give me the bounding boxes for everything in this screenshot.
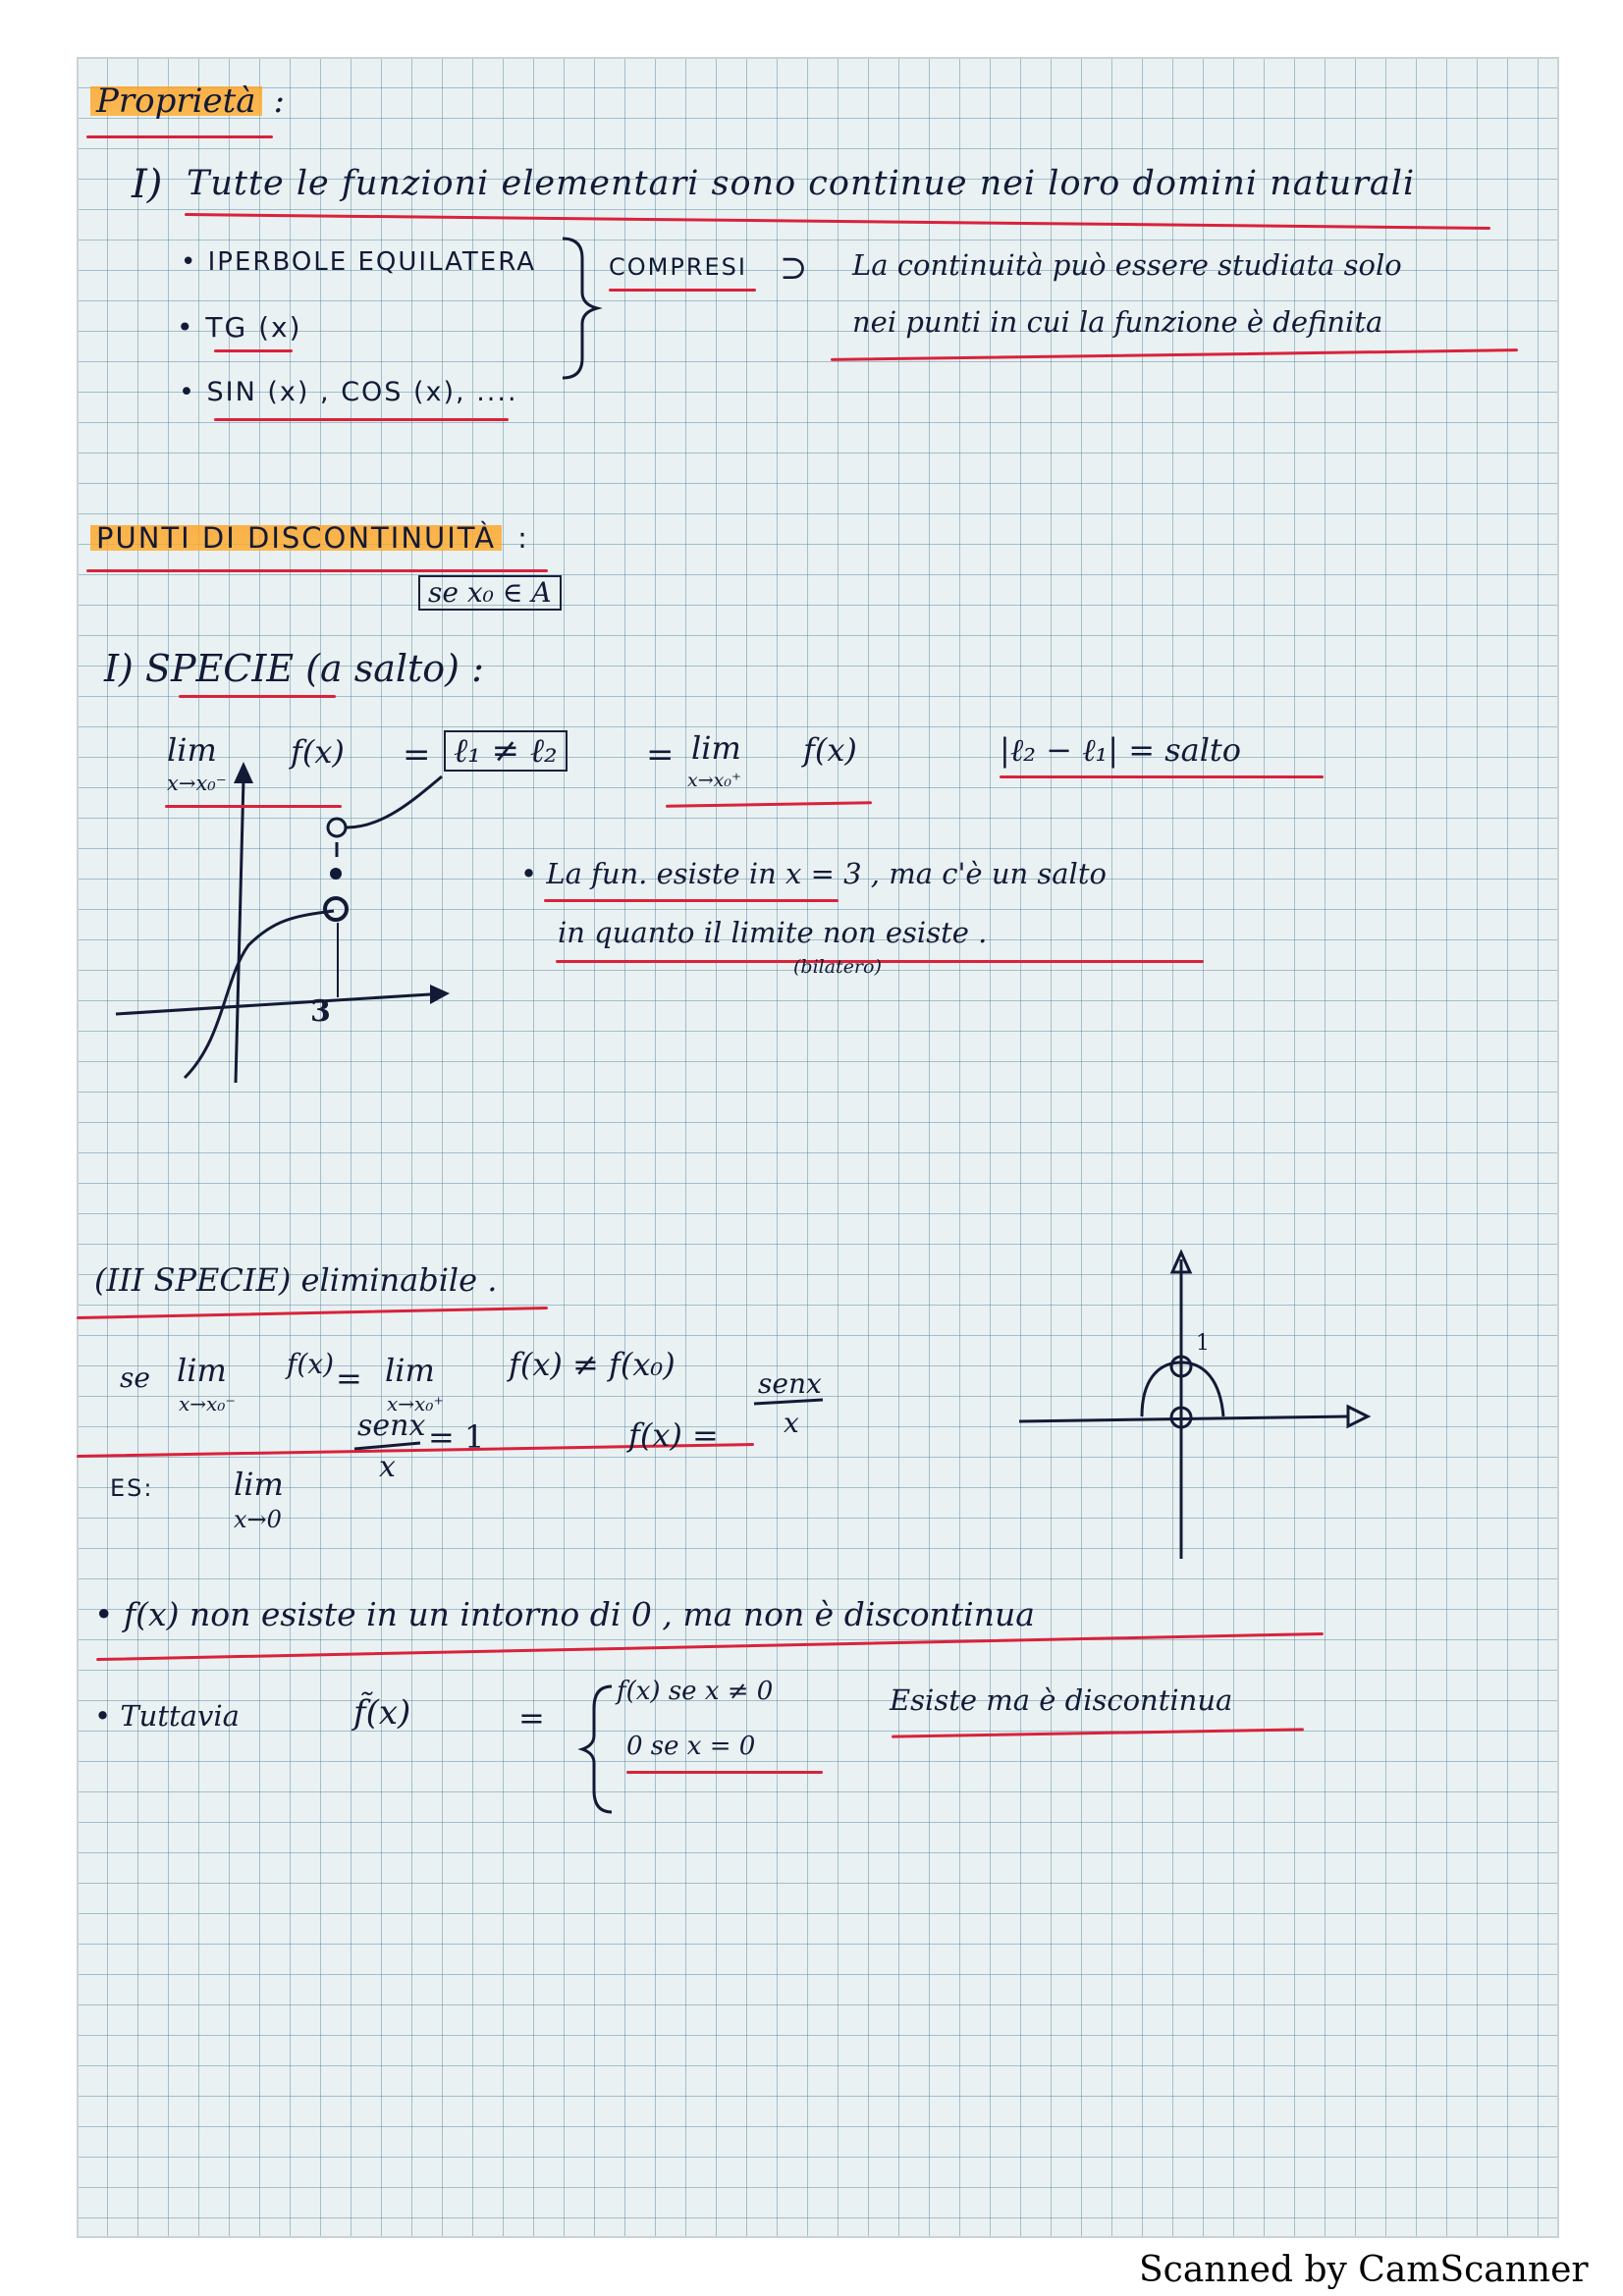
brace xyxy=(563,239,597,378)
graph1-y-arrow xyxy=(234,762,253,783)
es-lim: lim xyxy=(234,1466,284,1503)
underline-heading-properties xyxy=(86,135,273,138)
lim-left: lim xyxy=(167,731,217,769)
se-word: se xyxy=(120,1362,150,1394)
box-l1-l2: ℓ₁ ≠ ℓ₂ xyxy=(444,730,568,772)
eq-sign-1: = xyxy=(403,735,431,774)
graph1-open-dot-low xyxy=(325,898,347,920)
graph1-y-axis xyxy=(236,778,243,1083)
lim-left-sub: x→x₀⁻ xyxy=(167,772,227,795)
graph2-x-axis xyxy=(1019,1416,1348,1421)
specie3-title: (III SPECIE) eliminabile . xyxy=(94,1261,498,1299)
bullet-iperbole: • IPERBOLE EQUILATERA xyxy=(181,247,537,277)
graph1-open-dot-high xyxy=(328,819,346,836)
case1: f(x) se x ≠ 0 xyxy=(617,1677,774,1706)
note1-line1: • La fun. esiste in x = 3 , ma c'è un salto xyxy=(520,857,1107,890)
cases-brace xyxy=(582,1686,612,1812)
fx-def: f(x) = xyxy=(628,1416,719,1454)
salto-formula: |ℓ₂ − ℓ₁| = salto xyxy=(1000,731,1242,769)
underline-tg xyxy=(214,349,293,352)
underline-sin xyxy=(214,418,509,421)
graph1-curve-right xyxy=(347,776,442,828)
underline-compresi xyxy=(609,289,756,292)
es-frac-den: x xyxy=(379,1450,396,1484)
heading-properties: Proprietà : xyxy=(90,84,285,118)
graph1-x-axis xyxy=(116,994,430,1014)
note2: • f(x) non esiste in un intorno di 0 , ma non è discontinua xyxy=(94,1595,1035,1633)
heading-discontinuity: PUNTI DI DISCONTINUITÀ : xyxy=(90,524,529,553)
es-frac-num: senx xyxy=(357,1409,426,1443)
underline-heading-disc xyxy=(86,569,548,572)
compresi-label: COMPRESI xyxy=(609,253,747,281)
lim3-right: lim xyxy=(385,1352,435,1389)
lim3-left-fx: f(x) xyxy=(287,1348,335,1380)
graph2-x-arrow xyxy=(1348,1407,1368,1426)
fx-frac-den: x xyxy=(784,1407,799,1439)
lim3-right-sub: x→x₀⁺ xyxy=(387,1392,444,1415)
es-label: ES: xyxy=(110,1474,154,1502)
note1-paren: (bilatero) xyxy=(793,956,882,978)
continuity-line2: nei punti in cui la funzione è definita xyxy=(852,305,1383,339)
graph1-tick-label: 3 xyxy=(310,994,331,1029)
underline-note1-a xyxy=(544,899,839,902)
es-eq-one: = 1 xyxy=(428,1418,485,1456)
eq-sign-3: = xyxy=(336,1360,362,1397)
underline-salto xyxy=(1000,775,1324,778)
case2: 0 se x = 0 xyxy=(626,1732,756,1761)
es-lim-sub: x→0 xyxy=(234,1506,282,1533)
tilde-f: f̃(x) xyxy=(353,1693,411,1733)
frac-bar-fx xyxy=(754,1400,823,1404)
graph1-x-arrow xyxy=(430,985,450,1004)
eq-sign-4: = xyxy=(518,1699,545,1736)
prop1-marker: I) xyxy=(132,162,163,207)
fx-frac-num: senx xyxy=(758,1367,822,1400)
lim-right-fx: f(x) xyxy=(803,731,857,769)
lim-left-fx: f(x) xyxy=(291,733,345,771)
condition-box: se x₀ ∈ A xyxy=(418,575,562,611)
prop1-text: Tutte le funzioni elementari sono continue nei loro domini naturali xyxy=(187,164,1416,203)
neq-fx0: f(x) ≠ f(x₀) xyxy=(509,1346,676,1383)
underline-case2 xyxy=(626,1771,823,1774)
footer-watermark: Scanned by CamScanner xyxy=(1139,2250,1589,2290)
eq-sign-2: = xyxy=(646,735,675,774)
graph1-point xyxy=(330,868,342,880)
lim3-left-sub: x→x₀⁻ xyxy=(179,1392,236,1415)
underline-lim-left xyxy=(165,805,342,808)
lim-right: lim xyxy=(691,729,741,767)
implies-sign: ⊃ xyxy=(780,248,808,288)
note1-line2: in quanto il limite non esiste . xyxy=(558,916,988,949)
bullet-tg: • TG (x) xyxy=(177,311,302,344)
bullet-sin: • SIN (x) , COS (x), .... xyxy=(179,377,518,407)
lim-right-sub: x→x₀⁺ xyxy=(687,770,741,791)
lim3-left: lim xyxy=(177,1352,227,1389)
underline-specie1 xyxy=(179,695,336,698)
notebook-page xyxy=(77,57,1559,2238)
note3-right: Esiste ma è discontinua xyxy=(890,1683,1233,1717)
specie1-title: I) SPECIE (a salto) : xyxy=(104,647,484,690)
graph2-tick-label: 1 xyxy=(1196,1331,1210,1356)
note3-label: • Tuttavia xyxy=(94,1699,240,1733)
continuity-line1: La continuità può essere studiata solo xyxy=(852,248,1402,282)
